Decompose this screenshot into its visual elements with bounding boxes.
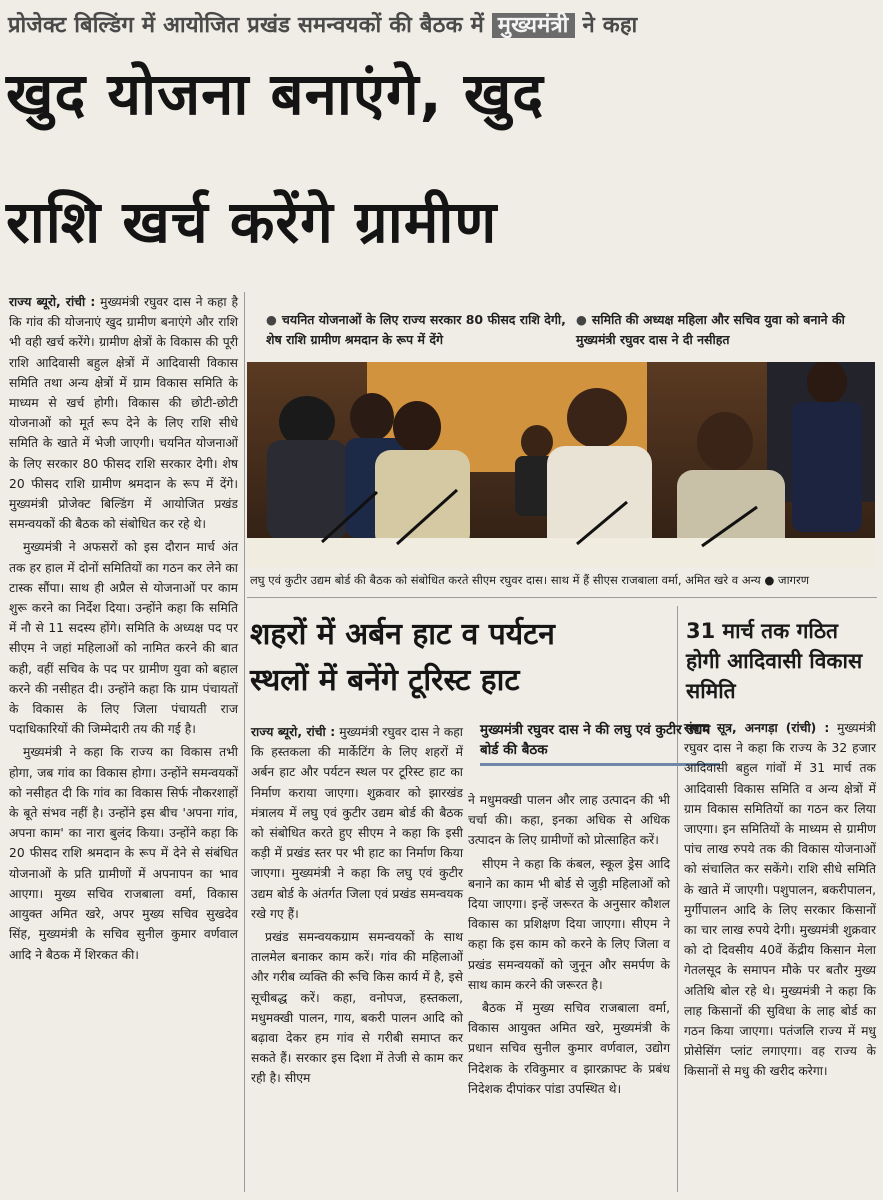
highlight-2: ● समिति की अध्यक्ष महिला और सचिव युवा को बनाने की मुख्यमंत्री रघुवर दास ने दी नसीहत: [576, 312, 845, 347]
kicker-highlight: मुख्यमंत्री: [492, 13, 575, 38]
second-story-para-4: सीएम ने कहा कि कंबल, स्कूल ड्रेस आदि बनाने का काम भी बोर्ड से जुड़ी महिलाओं को दिया जाएगा। इन्हें जरूरत के अनुसार कौशल विकास का प्रशिक्षण दिया जाएगा। सीएम ने कहा कि इस काम को करने के लिए जिला व प्रखंड समन्वयकों को जुनून और समर्पण के साथ काम करने की जरूरत है।: [468, 856, 670, 992]
main-story-para-1: राज्य ब्यूरो, रांची : मुख्यमंत्री रघुवर दास ने कहा है कि गांव की योजनाएं खुद ग्रामीण बनाएंगे और राशि भी वही खर्च करेंगे। ग्रामीण क्षेत्रों के विकास की पूरी राशि आदिवासी बहुल क्षेत्रों में आदिवासी विकास समिति तथा अन्य क्षेत्रों में ग्राम विकास समिति के माध्यम से खर्च होगी। विकास की छोटी-छोटी योजनाओं को मूर्त रूप देने के लिए राशि सीधे समिति के खाते में भेजी जाएगी। चयनित योजनाओं के लिए सरकार 80 फीसद राशि सरकार देगी। शेष 20 फीसद राशि ग्रामीण श्रमदान के रूप में देंगे। मुख्यमंत्री प्रोजेक्ट बिल्डिंग में आयोजित प्रखंड समन्वयकों की बैठक को संबोधित कर रहे थे।: [9, 295, 238, 532]
main-story-para-3: मुख्यमंत्री ने कहा कि राज्य का विकास तभी होगा, जब गांव का विकास होगा। उन्होंने समन्वयकों को नसीहत दी कि गांव का विकास सिर्फ नौकरशाहों के बूते संभव नहीं है। उन्होंने इस बीच 'अपना गांव, अपना काम' का नारा बुलंद किया। उन्होंने कहा कि 20 फीसद राशि श्रमदान के रूप में देने से संबंधित योजनाओं के प्रति ग्रामीणों में अपनापन का भाव आएगा। मुख्य सचिव राजबाला वर्मा, विकास आयुक्त अमित खरे, अपर मुख्य सचिव सुखदेव सिंह, मुख्यमंत्री के सचिव सुनील कुमार वर्णवाल आदि ने बैठक में शिरकत की।: [9, 745, 238, 962]
third-story-headline: 31 मार्च तक गठित होगी आदिवासी विकास समिति: [686, 619, 863, 703]
main-dateline: राज्य ब्यूरो, रांची :: [9, 295, 96, 309]
kicker-tail: ने कहा: [582, 13, 638, 38]
third-story-para: संवाद सूत्र, अनगड़ा (रांची) : मुख्यमंत्री रघुवर दास ने कहा कि राज्य के 32 हजार आदिवासी बहुल गांवों में 31 मार्च तक आदिवासी विकास समिति व अन्य क्षेत्रों में ग्राम विकास समितियों का गठन कर लिया जाएगा। इन समितियों के माध्यम से ग्रामीण पांच लाख रुपये तक की विकास योजनाओं को संचालित कर सकेंगे। राशि सीधे समिति के खाते में जाएगी। पशुपालन, बकरीपालन, मुर्गीपालन आदि के लिए सरकार किसानों का चार लाख रुपये देगी। मुख्यमंत्री शुक्रवार को दो दिवसीय 40वें केंद्रीय किसान मेला गेतलसूद के समापन मौके पर बतौर मुख्य अतिथि बोल रहे थे। मुख्यमंत्री ने कहा कि लाह किसानों की सुविधा के लाह बोर्ड का गठन किया जाएगा। पतंजलि राज्य में मधु प्रोसेसिंग प्लांट लगाएगा। वह राज्य के किसानों से मधु की खरीद करेगा।: [684, 721, 876, 1079]
second-story-column-b: [468, 790, 670, 1102]
bullet-dot-icon: ●: [266, 312, 277, 327]
kicker-line: [8, 6, 874, 46]
second-story-para-5: बैठक में मुख्य सचिव राजबाला वर्मा, विकास आयुक्त अमित खरे, मुख्यमंत्री के प्रधान सचिव सुनील कुमार वर्णवाल, उद्योग निदेशक के रविकुमार व झारक्राफ्ट के प्रबंध निदेशक दीपांकर पांडा उपस्थित थे।: [468, 1001, 670, 1096]
meeting-photo-illustration: [247, 362, 875, 567]
headline-line-2: राशि खर्च करेंगे ग्रामीण: [6, 188, 498, 256]
second-story-para-1: राज्य ब्यूरो, रांची : मुख्यमंत्री रघुवर दास ने कहा कि हस्तकला की मार्केटिंग के लिए शहरों में अर्बन हाट और पर्यटन स्थल पर टूरिस्ट हाट का निर्माण कराया जाएगा। शुक्रवार को झारखंड मंत्रालय में लघु एवं कुटीर उद्यम बोर्ड की बैठक को संबोधित करते हुए सीएम ने कहा कि इसी कड़ी में प्रखंड स्तर पर भी हाट का निर्माण किया जाएगा। मुख्यमंत्री ने कहा कि लघु एवं कुटीर उद्यम बोर्ड के अंतर्गत जिला एवं प्रखंड समन्वयक रखे गए हैं।: [251, 725, 463, 921]
main-story-column: [9, 292, 238, 968]
boxed-subhead: मुख्यमंत्री रघुवर दास ने की लघु एवं कुटीर उद्यम बोर्ड की बैठक: [480, 720, 720, 766]
highlight-1: ● चयनित योजनाओं के लिए राज्य सरकार 80 फीसद राशि देगी, शेष राशि ग्रामीण श्रमदान के रूप में देंगे: [266, 312, 566, 347]
third-story-column: [684, 718, 876, 1085]
kicker-text: प्रोजेक्ट बिल्डिंग में आयोजित प्रखंड समन्वयकों की बैठक में: [8, 13, 484, 38]
main-story-para-2: मुख्यमंत्री ने अफसरों को इस दौरान मार्च अंत तक हर हाल में दोनों समितियों का गठन कर लेने का टास्क सौंपा। साथ ही अप्रैल से योजनाओं पर काम शुरू करने का निर्देश दिया। उन्होंने कहा कि समिति में नौ से 11 सदस्य होंगे। समिति के अध्यक्ष पद पर सीएम ने जहां महिलाओं को नामित करने की बात कही, वहीं सचिव के पद पर ग्रामीण युवा को बहाल करने की नसीहत दी। उन्होंने कहा कि ग्राम पंचायतों के विकास के लिए जिला पंचायती राज पदाधिकारियों की जिम्मेदारी तय की गई है।: [9, 540, 238, 737]
side-divider: [677, 606, 678, 1192]
column-divider: [244, 292, 245, 1192]
second-story-column-a: [251, 722, 463, 1092]
second-story-para-3: ने मधुमक्खी पालन और लाह उत्पादन की भी चर्चा की। कहा, इनका अधिक से अधिक उत्पादन के लिए ग्रामीणों को प्रोत्साहित करें।: [468, 793, 670, 848]
headline-line-1: खुद योजना बनाएंगे, खुद: [6, 60, 545, 128]
photo-credit: जागरण: [778, 573, 810, 587]
second-story-headline: शहरों में अर्बन हाट व पर्यटन स्थलों में बनेंगे टूरिस्ट हाट: [250, 617, 555, 698]
second-story-para-2: प्रखंड समन्वयकग्राम समन्वयकों के साथ तालमेल बनाकर काम करें। गांव की महिलाओं और गरीब व्यक्ति की रूचि किस कार्य में है, इसे सूचीबद्ध करें। कहा, वनोपज, हस्तकला, मधुमक्खी पालन, गाय, बकरी पालन आदि को बढ़ावा देकर हम गांव से गरीबी समाप्त कर सकते हैं। सरकार इस दिशा में तेजी से काम कर रही है। सीएम: [251, 930, 463, 1086]
meeting-photo: [247, 362, 875, 567]
highlights-bar: [258, 302, 878, 356]
second-dateline: राज्य ब्यूरो, रांची :: [251, 725, 336, 739]
photo-caption: लघु एवं कुटीर उद्यम बोर्ड की बैठक को संबोधित करते सीएम रघुवर दास। साथ में हैं सीएस राजबाला वर्मा, अमित खरे व अन्य ● जागरण: [250, 573, 810, 587]
third-dateline: संवाद सूत्र, अनगड़ा (रांची) :: [684, 721, 830, 735]
caption-rule: [247, 597, 877, 598]
bullet-dot-icon: ●: [576, 312, 587, 327]
